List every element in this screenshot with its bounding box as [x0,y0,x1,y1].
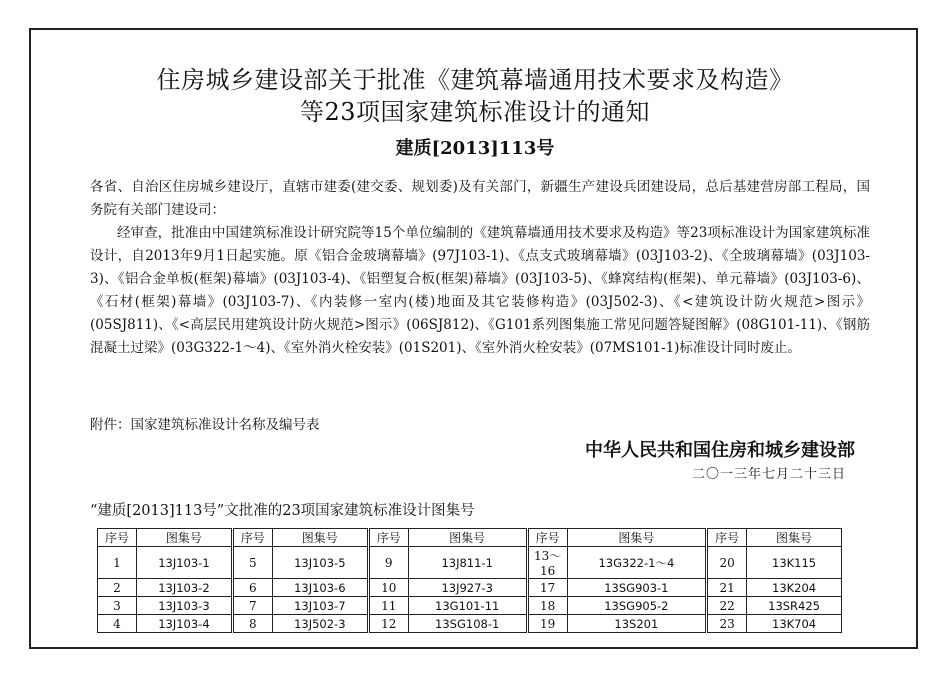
serial-cell: 10 [368,579,408,597]
serial-cell: 20 [707,547,747,579]
atlas-number-table [97,528,842,633]
document-number: 建质[2013]113号 [395,138,555,159]
header-atlas-number: 图集号 [567,529,707,547]
header-atlas-number: 图集号 [272,529,368,547]
recipients-paragraph: 各省、自治区住房城乡建设厅，直辖市建委(建交委、规划委)及有关部门，新疆生产建设兵团建设局，总后基建营房部工程局，国务院有关部门建设司： [90,179,870,218]
table-caption: “建质[2013]113号”文批准的23项国家建筑标准设计图集号 [90,503,475,519]
atlas-code-cell: 13J103-5 [272,547,368,579]
atlas-code-cell: 13J502-3 [272,615,368,633]
atlas-code-cell: 13J927-3 [408,579,527,597]
header-serial: 序号 [98,529,137,547]
table-row [98,547,842,579]
atlas-code-cell: 13J103-4 [137,615,233,633]
table-header-row [98,529,842,547]
table-row [98,615,842,633]
atlas-code-cell: 13G322-1～4 [567,547,707,579]
atlas-code-cell: 13K704 [747,615,842,633]
atlas-code-cell: 13SG903-1 [567,579,707,597]
serial-cell: 13～16 [527,547,567,579]
serial-cell: 17 [527,579,567,597]
atlas-code-cell: 13J103-7 [272,597,368,615]
serial-cell: 9 [368,547,408,579]
serial-cell: 4 [98,615,137,633]
table-row [98,579,842,597]
serial-cell: 1 [98,547,137,579]
header-serial: 序号 [527,529,567,547]
atlas-code-cell: 13G101-11 [408,597,527,615]
serial-cell: 11 [368,597,408,615]
notice-title-line-2: 等23项国家建筑标准设计的通知 [299,98,651,126]
atlas-code-cell: 13S201 [567,615,707,633]
notice-title-line-1: 住房城乡建设部关于批准《建筑幕墙通用技术要求及构造》 [156,66,794,94]
atlas-code-cell: 13J811-1 [408,547,527,579]
serial-cell: 19 [527,615,567,633]
header-atlas-number: 图集号 [747,529,842,547]
atlas-code-cell: 13SR425 [747,597,842,615]
atlas-code-cell: 13J103-2 [137,579,233,597]
atlas-code-cell: 13J103-3 [137,597,233,615]
atlas-code-cell: 13K115 [747,547,842,579]
serial-cell: 12 [368,615,408,633]
header-atlas-number: 图集号 [408,529,527,547]
notice-body [90,176,870,360]
header-atlas-number: 图集号 [137,529,233,547]
atlas-code-cell: 13J103-6 [272,579,368,597]
serial-cell: 21 [707,579,747,597]
serial-cell: 5 [232,547,272,579]
issue-date: 二〇一三年七月二十三日 [691,467,846,482]
serial-cell: 7 [232,597,272,615]
atlas-code-cell: 13SG905-2 [567,597,707,615]
header-serial: 序号 [232,529,272,547]
serial-cell: 23 [707,615,747,633]
serial-cell: 22 [707,597,747,615]
serial-cell: 18 [527,597,567,615]
serial-cell: 3 [98,597,137,615]
header-serial: 序号 [368,529,408,547]
atlas-code-cell: 13SG108-1 [408,615,527,633]
approval-paragraph: 经审查，批准由中国建筑标准设计研究院等15个单位编制的《建筑幕墙通用技术要求及构造》等23项标准设计为国家建筑标准设计，自2013年9月1日起实施。原《铝合金玻璃幕墙》(97J103-1)、《点支式玻璃幕墙》(03J103-2)、《全玻璃幕墙》(03J103-3)、《铝合金单板(框架)幕墙》(03J103-4)、《铝塑复合板(框架)幕墙》(03J103-5)、《蜂窝结构(框架)、单元幕墙》(03J103-6)、《石材(框架)幕墙》(03J103-7)、《内装修一室内(楼)地面及其它装修构造》(03J502-3)、《<建筑设计防火规范>图示》(05SJ811)、《<高层民用建筑设计防火规范>图示》(06SJ812)、《G101系列图集施工常见问题答疑图解》(08G101-11)、《钢筋混凝土过梁》(03G322-1～4)、《室外消火栓安装》(01S201)、《室外消火栓安装》(07MS101-1)标准设计同时废止。 [90,225,870,356]
atlas-code-cell: 13K204 [747,579,842,597]
serial-cell: 6 [232,579,272,597]
table-row [98,597,842,615]
issuing-authority: 中华人民共和国住房和城乡建设部 [585,440,855,461]
serial-cell: 2 [98,579,137,597]
atlas-code-cell: 13J103-1 [137,547,233,579]
attachment-line: 附件：国家建筑标准设计名称及编号表 [90,417,320,433]
header-serial: 序号 [707,529,747,547]
serial-cell: 8 [232,615,272,633]
